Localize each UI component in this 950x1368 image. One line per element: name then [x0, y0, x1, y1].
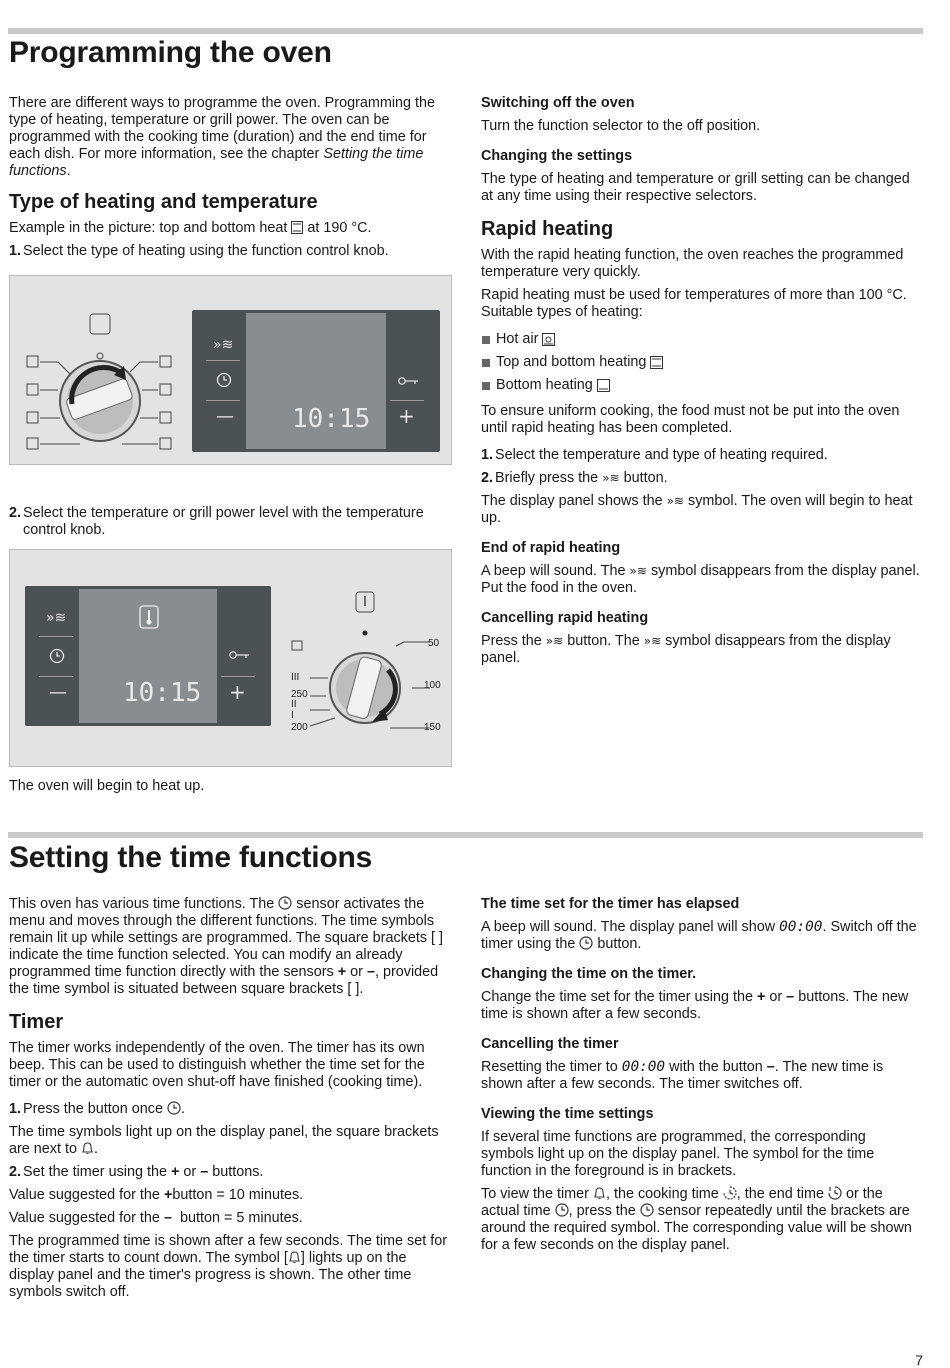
timer-text: The timer works independently of the oven. The timer has its own beep. This can be used to distinguish whether the time set for the timer or the automatic oven shut-off have finished (cooking time). [9, 1040, 425, 1090]
rapid-step-2: 2. Briefly press the »≋ button. [481, 470, 668, 486]
clock-icon [640, 1203, 654, 1217]
minus-icon: – [366, 964, 375, 980]
minus-icon: – [786, 989, 795, 1005]
rapid-p3: To ensure uniform cooking, the food must not be put into the oven until rapid heating has been completed. [481, 403, 900, 436]
timer-countdown-text: The programmed time is shown after a few seconds. The time set for the timer starts to count down. The symbol [ ] lights up on the display panel and the timer's progress is shown. The other time symbols switch off. [9, 1233, 448, 1300]
oven-panel-figure-1 [9, 275, 452, 465]
viewing-heading: Viewing the time settings [481, 1106, 654, 1122]
rapid-step-1: 1. Select the temperature and type of heating required. [481, 447, 828, 463]
temp-label-150: 150 [424, 722, 441, 733]
heat-up-note: The oven will begin to heat up. [9, 778, 205, 794]
type-heading: Type of heating and temperature [9, 191, 318, 213]
hot-air-icon [542, 333, 555, 346]
minus-sensor-2[interactable]: — [49, 682, 67, 703]
right-column-1 [481, 95, 921, 673]
end-rapid-text: A beep will sound. The »≋ symbol disappears from the display panel. Put the food in the oven. [481, 563, 920, 596]
plus-sensor[interactable]: + [398, 404, 415, 428]
minus-icon: – [200, 1164, 209, 1180]
display-panel-2 [25, 586, 271, 726]
minus-sensor[interactable]: — [216, 406, 234, 427]
intro-paragraph: There are different ways to programme the oven. Programming the type of heating, temperature or grill power. The oven can be programmed with the cooking time (duration) and the end time for each dish. For more information, see the chapter Setting the time functions. [9, 95, 436, 179]
value-minus: Value suggested for the – button = 5 minutes. [9, 1210, 303, 1226]
clock-icon [278, 896, 292, 910]
end-rapid-heading: End of rapid heating [481, 540, 621, 556]
section-divider [8, 28, 923, 34]
display-panel [192, 310, 440, 452]
bullet-hot-air: Hot air [481, 331, 921, 348]
rapid-heat-icon: »≋ [666, 494, 684, 508]
clock-icon [167, 1101, 181, 1115]
elapsed-text: A beep will sound. The display panel will show 00:00. Switch off the timer using the button. [481, 919, 917, 952]
cancel-rapid-text: Press the »≋ button. The »≋ symbol disappears from the display panel. [481, 633, 891, 666]
step-1: 1. Select the type of heating using the function control knob. [9, 243, 389, 259]
clock-icon [555, 1203, 569, 1217]
temperature-knob-illustration [280, 550, 450, 766]
elapsed-digits: 00:00 [779, 919, 823, 935]
changing-timer-text: Change the time set for the timer using the + or – buttons. The new time is shown after a few seconds. [481, 989, 909, 1022]
minus-icon: – [766, 1059, 775, 1075]
left-column-1 [9, 95, 449, 266]
key-lock-icon-2[interactable] [229, 650, 251, 660]
viewing-p2: To view the timer , the cooking time , the end time or the actual time , press the sensor repeatedly until the brackets are around the required symbol. The corresponding value will be shown for a few seconds on the display panel. [481, 1186, 912, 1253]
display-time: 10:15 [292, 404, 371, 434]
switch-off-text: Turn the function selector to the off position. [481, 118, 761, 134]
oven-panel-figure-2 [9, 549, 452, 767]
plus-icon: + [163, 1187, 173, 1203]
rapid-heat-icon[interactable]: »≋ [213, 337, 234, 353]
grill-label-1: I [291, 710, 294, 721]
minus-icon: – [163, 1210, 172, 1226]
rapid-heat-icon: »≋ [643, 634, 662, 648]
top-bottom-heat-icon [650, 356, 663, 369]
page-title: Programming the oven [9, 36, 332, 69]
plus-icon: + [170, 1164, 180, 1180]
cancel-digits: 00:00 [621, 1059, 666, 1075]
temp-label-200: 200 [291, 722, 308, 733]
temp-label-50: 50 [428, 638, 440, 649]
bottom-heat-icon [597, 379, 610, 392]
plus-sensor-2[interactable]: + [229, 680, 246, 704]
rapid-heat-icon: »≋ [629, 564, 647, 578]
clock-sensor-icon[interactable] [216, 372, 232, 388]
switch-off-heading: Switching off the oven [481, 95, 635, 111]
grill-label-2: II [291, 699, 297, 710]
changing-settings-heading: Changing the settings [481, 148, 633, 164]
end-time-icon [828, 1186, 842, 1200]
changing-timer-heading: Changing the time on the timer. [481, 966, 697, 982]
rapid-heat-icon: »≋ [545, 634, 564, 648]
bullet-bottom: Bottom heating [481, 377, 921, 394]
example-text: Example in the picture: top and bottom heat at 190 °C. [9, 220, 372, 236]
bullet-top-bottom: Top and bottom heating [481, 354, 921, 371]
cancel-timer-heading: Cancelling the timer [481, 1036, 619, 1052]
top-bottom-heat-icon [291, 221, 303, 234]
cancel-rapid-heading: Cancelling rapid heating [481, 610, 649, 626]
page-number: 7 [915, 1352, 923, 1368]
elapsed-heading: The time set for the timer has elapsed [481, 896, 740, 912]
rapid-p4: The display panel shows the »≋ symbol. The oven will begin to heat up. [481, 493, 913, 526]
chapter-reference: Setting the time functions [9, 146, 424, 179]
changing-settings-text: The type of heating and temperature or grill setting can be changed at any time using their respective selectors. [481, 171, 910, 204]
timer-step-1-sub: The time symbols light up on the display panel, the square brackets are next to . [9, 1124, 439, 1157]
rapid-heat-icon-2[interactable]: »≋ [46, 610, 67, 626]
value-plus: Value suggested for the +button = 10 minutes. [9, 1187, 304, 1203]
grill-label-3: III [291, 672, 300, 683]
after-figure-text [9, 778, 449, 801]
rapid-p1: With the rapid heating function, the oven reaches the programmed temperature very quickly. [481, 247, 904, 280]
right-column-2 [481, 896, 921, 1260]
thermometer-icon [139, 605, 159, 629]
section-title-time: Setting the time functions [9, 841, 373, 874]
clock-sensor-icon-2[interactable] [49, 648, 65, 664]
step-2-block [9, 505, 449, 545]
cooking-time-icon [723, 1186, 737, 1200]
function-knob-illustration [10, 276, 190, 464]
left-column-2 [9, 896, 449, 1307]
bell-icon [81, 1141, 94, 1155]
plus-icon: + [756, 989, 766, 1005]
timer-step-2: 2. Set the timer using the + or – buttons. [9, 1164, 264, 1180]
timer-heading: Timer [9, 1011, 64, 1033]
rapid-heat-icon: »≋ [602, 471, 620, 485]
bell-icon [288, 1250, 301, 1264]
plus-icon: + [337, 964, 347, 980]
cancel-timer-text: Resetting the timer to 00:00 with the button –. The new time is shown after a few seconds. The timer switches off. [481, 1059, 884, 1092]
bell-icon [593, 1186, 606, 1200]
temp-label-250: 250 [291, 689, 308, 700]
temp-label-100: 100 [424, 680, 441, 691]
section-divider-2 [8, 832, 923, 838]
rapid-heating-heading: Rapid heating [481, 218, 614, 240]
timer-step-1: 1. Press the button once . [9, 1101, 185, 1117]
time-intro: This oven has various time functions. The sensor activates the menu and moves through the different functions. The time symbols remain lit up while settings are programmed. The square brackets [ ] indicate the time function selected. You can modify an already programmed time function directly with the sensors + or –, provided the time symbol is situated between square brackets [ ]. [9, 896, 444, 997]
clock-icon [579, 936, 593, 950]
key-lock-icon[interactable] [398, 376, 420, 386]
viewing-p1: If several time functions are programmed, the corresponding symbols light up on the display panel. The symbol for the time function in the foreground is in brackets. [481, 1129, 875, 1179]
display-time-2: 10:15 [123, 678, 202, 708]
step-2: 2. Select the temperature or grill power level with the temperature control knob. [9, 505, 424, 538]
rapid-p2: Rapid heating must be used for temperatures of more than 100 °C. Suitable types of heating: [481, 287, 907, 320]
